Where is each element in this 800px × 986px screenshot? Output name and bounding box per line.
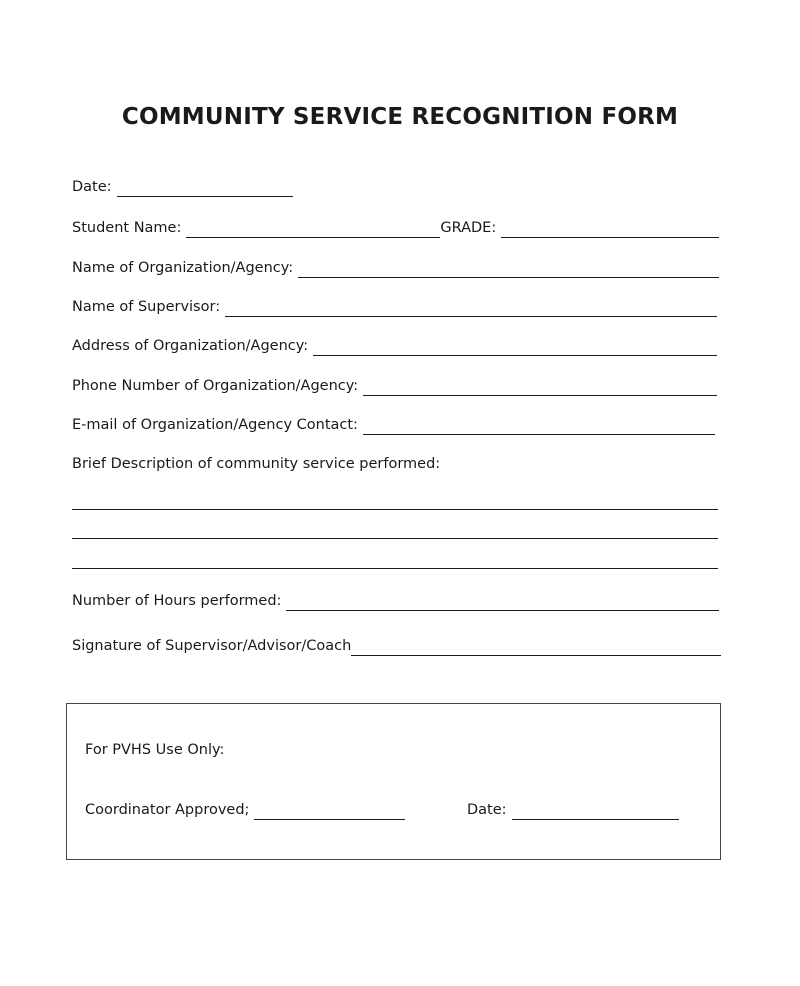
coordinator-label: Coordinator Approved; [85, 802, 250, 818]
date-row [72, 177, 293, 197]
address-row [72, 336, 717, 356]
description-row [72, 454, 440, 474]
date-label: Date: [72, 179, 112, 195]
student-name-field[interactable] [186, 222, 440, 238]
phone-label: Phone Number of Organization/Agency: [72, 378, 359, 394]
form-title: COMMUNITY SERVICE RECOGNITION FORM [121, 104, 679, 130]
email-row [72, 415, 715, 435]
supervisor-row [72, 297, 717, 317]
email-label: E-mail of Organization/Agency Contact: [72, 417, 358, 433]
grade-field[interactable] [501, 222, 719, 238]
phone-field[interactable] [363, 380, 717, 396]
coordinator-row [85, 800, 405, 820]
organization-label: Name of Organization/Agency: [72, 260, 294, 276]
phone-row [72, 376, 717, 396]
coordinator-field[interactable] [254, 804, 405, 820]
description-label: Brief Description of community service performed: [72, 456, 441, 472]
office-date-field[interactable] [512, 804, 679, 820]
signature-label: Signature of Supervisor/Advisor/Coach [72, 638, 352, 654]
office-date-row [467, 800, 679, 820]
address-label: Address of Organization/Agency: [72, 338, 309, 354]
signature-field[interactable] [351, 640, 721, 656]
description-line-2[interactable] [72, 538, 718, 539]
description-line-3[interactable] [72, 568, 718, 569]
office-heading-row [85, 740, 224, 760]
email-field[interactable] [363, 419, 715, 435]
address-field[interactable] [313, 340, 717, 356]
grade-label: GRADE: [440, 220, 497, 236]
office-use-box [66, 703, 721, 860]
student-row [72, 218, 719, 238]
signature-row [72, 636, 721, 656]
office-heading: For PVHS Use Only: [85, 742, 225, 758]
organization-field[interactable] [298, 262, 719, 278]
description-line-1[interactable] [72, 509, 718, 510]
hours-label: Number of Hours performed: [72, 593, 282, 609]
organization-row [72, 258, 719, 278]
hours-row [72, 591, 719, 611]
date-field[interactable] [117, 181, 293, 197]
supervisor-label: Name of Supervisor: [72, 299, 221, 315]
office-date-label: Date: [467, 802, 507, 818]
supervisor-field[interactable] [225, 301, 717, 317]
hours-field[interactable] [286, 595, 719, 611]
student-name-label: Student Name: [72, 220, 182, 236]
